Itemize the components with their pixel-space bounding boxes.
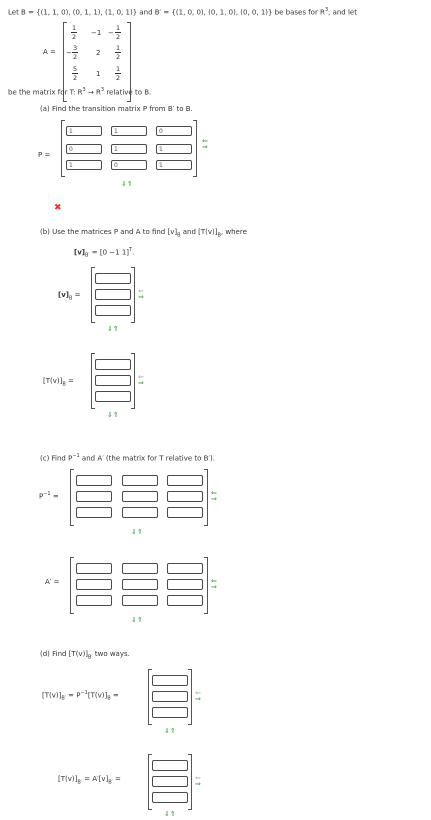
aprime-right-bracket — [204, 557, 208, 614]
p-cell-13[interactable]: 0 — [156, 126, 192, 136]
pinv-cell-32[interactable] — [122, 507, 158, 518]
p-cell-33[interactable]: 1 — [156, 160, 192, 170]
tv-resize-arrows-icon[interactable]: ⇐ ⇒ — [138, 373, 144, 387]
d-eq2-label: $[T(v)]_{B'} = A'[v]_{B'}$ = — [58, 775, 121, 786]
d2-cell-3[interactable] — [152, 792, 188, 803]
p-label: P = — [38, 151, 51, 159]
a21-neg: − — [66, 49, 72, 57]
aprime-up-down-arrows-icon[interactable]: ⇓⇑ — [131, 616, 143, 624]
pinv-up-down-arrows-icon[interactable]: ⇓⇑ — [131, 528, 143, 536]
x-mark-icon: ✖ — [54, 203, 62, 213]
part-b-prompt: (b) Use the matrices P and A to find $[v]_B$ and $[T(v)]_B$, where — [40, 228, 247, 239]
part-d-prompt: (d) Find $[T(v)]_{B'}$ two ways. — [40, 650, 130, 661]
d2-resize-arrows-icon[interactable]: ⇐ ⇒ — [195, 774, 201, 788]
a32-value: 1 — [96, 70, 101, 78]
matrix-a-label: A = — [43, 48, 56, 56]
tv-cell-3[interactable] — [95, 391, 131, 402]
d1-cell-3[interactable] — [152, 707, 188, 718]
a13-neg: − — [108, 29, 114, 37]
a23-fraction: $\frac{1}{2}$ — [116, 44, 121, 61]
pinv-cell-13[interactable] — [167, 475, 203, 486]
p-cell-23[interactable]: 1 — [156, 144, 192, 154]
p-up-down-arrows-icon[interactable]: ⇓⇑ — [121, 180, 133, 188]
pinv-cell-33[interactable] — [167, 507, 203, 518]
d1-up-down-arrows-icon[interactable]: ⇓⇑ — [164, 727, 176, 735]
p-cell-12[interactable]: 1 — [111, 126, 147, 136]
pinv-left-bracket — [70, 469, 74, 526]
p-left-bracket — [61, 120, 65, 177]
d1-resize-arrows-icon[interactable]: ⇐ ⇒ — [195, 689, 201, 703]
pinv-cell-12[interactable] — [122, 475, 158, 486]
d2-right-bracket — [188, 754, 192, 810]
a33-fraction: $\frac{1}{2}$ — [116, 65, 121, 82]
part-b-given: $[v]_{B'} = [0 -1$ 1]$^T$. — [74, 247, 135, 259]
p-cell-21[interactable]: 0 — [66, 144, 102, 154]
aprime-cell-22[interactable] — [122, 579, 158, 590]
d1-cell-1[interactable] — [152, 675, 188, 686]
aprime-left-bracket — [70, 557, 74, 614]
p-cell-22[interactable]: 1 — [111, 144, 147, 154]
pinv-cell-21[interactable] — [76, 491, 112, 502]
v-resize-arrows-icon[interactable]: ⇐ ⇒ — [138, 287, 144, 301]
pinv-right-bracket — [204, 469, 208, 526]
a21-fraction: $\frac{3}{2}$ — [73, 44, 78, 61]
aprime-cell-11[interactable] — [76, 563, 112, 574]
v-cell-1[interactable] — [95, 273, 131, 284]
pinv-resize-arrows-icon[interactable]: ⇐ ⇒ — [211, 489, 217, 503]
d-eq1-label: $[T(v)]_{B'} = P^{-1}[T(v)]_B$ = — [42, 690, 119, 702]
aprime-resize-arrows-icon[interactable]: ⇐ ⇒ — [211, 577, 217, 591]
a12-value: −1 — [91, 29, 102, 37]
pinv-label: $P^{-1}$ = — [39, 491, 59, 501]
v-cell-2[interactable] — [95, 289, 131, 300]
tv-up-down-arrows-icon[interactable]: ⇓⇑ — [107, 411, 119, 419]
d2-cell-2[interactable] — [152, 776, 188, 787]
a11-fraction: $\frac{1}{2}$ — [72, 24, 77, 41]
intro-text: Let B = {(1, 1, 0), (0, 1, 1), (1, 0, 1)} and B′ = {(1, 0, 0), (0, 1, 0), (0, 0, 1)} be bases for $R^3$, and let — [8, 7, 357, 17]
pinv-cell-22[interactable] — [122, 491, 158, 502]
d2-cell-1[interactable] — [152, 760, 188, 771]
aprime-cell-32[interactable] — [122, 595, 158, 606]
part-a-prompt: (a) Find the transition matrix P from B′ to B. — [40, 105, 193, 113]
a13-fraction: $\frac{1}{2}$ — [116, 24, 121, 41]
aprime-cell-31[interactable] — [76, 595, 112, 606]
aprime-cell-21[interactable] — [76, 579, 112, 590]
p-resize-arrows-icon[interactable]: ⇐ ⇒ — [202, 137, 208, 151]
p-cell-11[interactable]: 1 — [66, 126, 102, 136]
aprime-cell-33[interactable] — [167, 595, 203, 606]
d2-up-down-arrows-icon[interactable]: ⇓⇑ — [164, 810, 176, 818]
tv-cell-2[interactable] — [95, 375, 131, 386]
v-right-bracket — [131, 267, 135, 323]
aprime-cell-12[interactable] — [122, 563, 158, 574]
d1-cell-2[interactable] — [152, 691, 188, 702]
aprime-cell-13[interactable] — [167, 563, 203, 574]
tv-cell-1[interactable] — [95, 359, 131, 370]
p-cell-32[interactable]: 0 — [111, 160, 147, 170]
pinv-cell-31[interactable] — [76, 507, 112, 518]
pinv-cell-23[interactable] — [167, 491, 203, 502]
p-cell-31[interactable]: 1 — [66, 160, 102, 170]
v-cell-3[interactable] — [95, 305, 131, 316]
a22-value: 2 — [96, 49, 101, 57]
v-b-label: $[v]_B$ = — [58, 291, 81, 302]
p-right-bracket — [193, 120, 197, 177]
aprime-label: A′ = — [45, 578, 60, 586]
tv-b-label: $[T(v)]_B$ = — [43, 377, 74, 388]
part-c-prompt: (c) Find $P^{-1}$ and A′ (the matrix for T relative to B′). — [40, 453, 215, 463]
tv-right-bracket — [131, 353, 135, 409]
a31-fraction: $\frac{5}{2}$ — [73, 65, 78, 82]
d1-right-bracket — [188, 669, 192, 725]
aprime-cell-23[interactable] — [167, 579, 203, 590]
v-up-down-arrows-icon[interactable]: ⇓⇑ — [107, 325, 119, 333]
matrix-description: be the matrix for T: $R^3 \to R^3$ relative to B. — [8, 87, 152, 97]
pinv-cell-11[interactable] — [76, 475, 112, 486]
